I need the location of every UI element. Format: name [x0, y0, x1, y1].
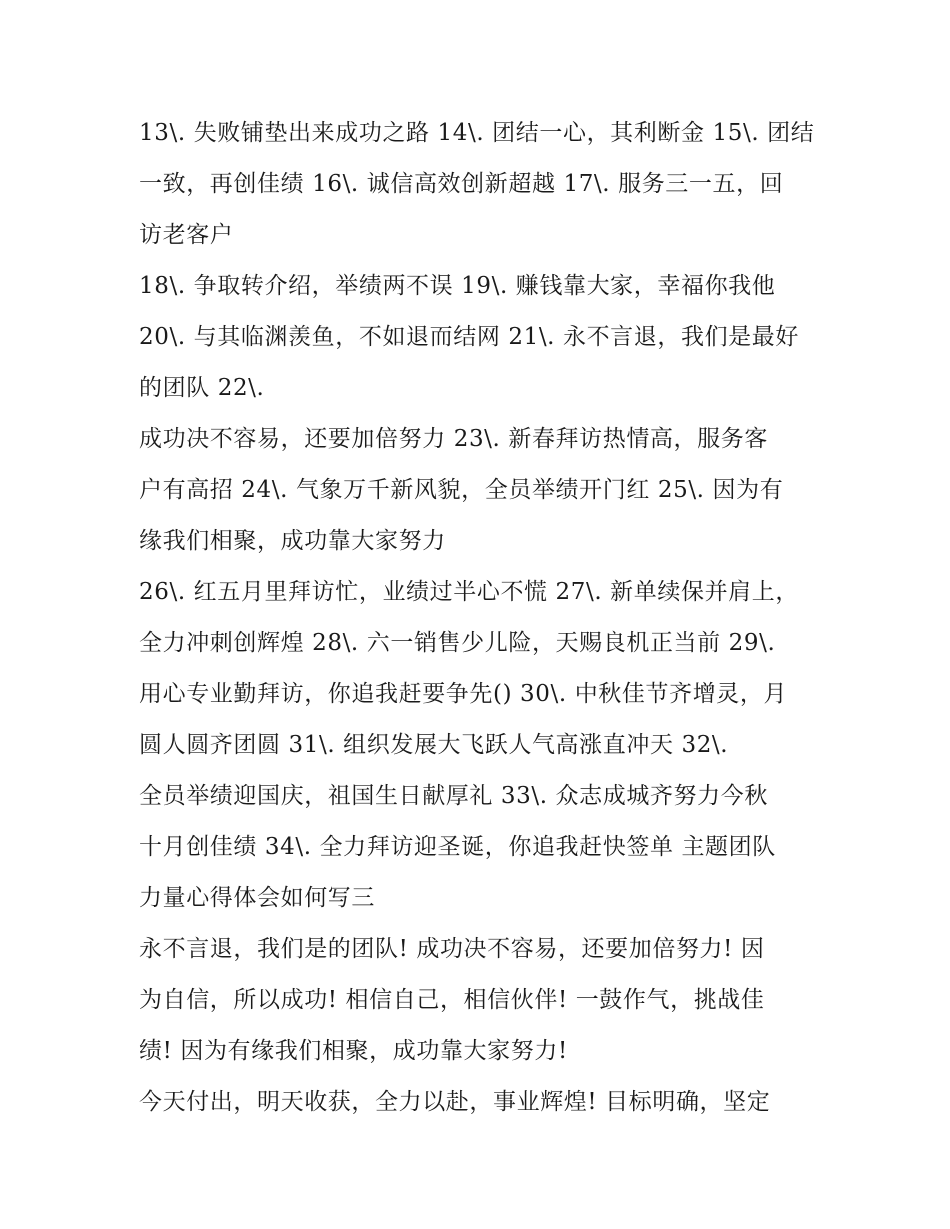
text-line: 用心专业勤拜访，你追我赶要争先() 30\. 中秋佳节齐增灵，月	[139, 681, 788, 707]
text-line: 成功决不容易，还要加倍努力 23\. 新春拜访热情高，服务客	[139, 426, 768, 452]
document-body	[139, 108, 819, 1128]
text-line: 18\. 争取转介绍，举绩两不误 19\. 赚钱靠大家，幸福你我他	[139, 273, 776, 299]
text-line: 的团队 22\.	[139, 375, 265, 401]
text-line: 13\. 失败铺垫出来成功之路 14\. 团结一心，其利断金 15\. 团结	[139, 120, 815, 146]
text-line: 全员举绩迎国庆，祖国生日献厚礼 33\. 众志成城齐努力今秋	[139, 783, 768, 809]
text-line: 20\. 与其临渊羡鱼，不如退而结网 21\. 永不言退，我们是最好	[139, 324, 799, 350]
text-line: 为自信，所以成功! 相信自己，相信伙伴! 一鼓作气，挑战佳	[139, 987, 765, 1013]
text-line: 26\. 红五月里拜访忙，业绩过半心不慌 27\. 新单续保并肩上，	[139, 579, 799, 605]
text-line: 缘我们相聚，成功靠大家努力	[139, 528, 446, 554]
text-line: 今天付出，明天收获，全力以赴，事业辉煌! 目标明确，坚定	[139, 1089, 771, 1115]
text-line: 一致，再创佳绩 16\. 诚信高效创新超越 17\. 服务三一五，回	[139, 171, 784, 197]
text-line: 访老客户	[139, 222, 234, 248]
text-line: 绩! 因为有缘我们相聚，成功靠大家努力!	[139, 1038, 568, 1064]
text-line: 力量心得体会如何写三	[139, 885, 375, 911]
text-line: 永不言退，我们是的团队! 成功决不容易，还要加倍努力! 因	[139, 936, 765, 962]
text-line: 全力冲刺创辉煌 28\. 六一销售少儿险，天赐良机正当前 29\.	[139, 630, 776, 656]
text-line: 十月创佳绩 34\. 全力拜访迎圣诞，你追我赶快签单 主题团队	[139, 834, 776, 860]
text-line: 圆人圆齐团圆 31\. 组织发展大飞跃人气高涨直冲天 32\.	[139, 732, 729, 758]
text-line: 户有高招 24\. 气象万千新风貌，全员举绩开门红 25\. 因为有	[139, 477, 784, 503]
